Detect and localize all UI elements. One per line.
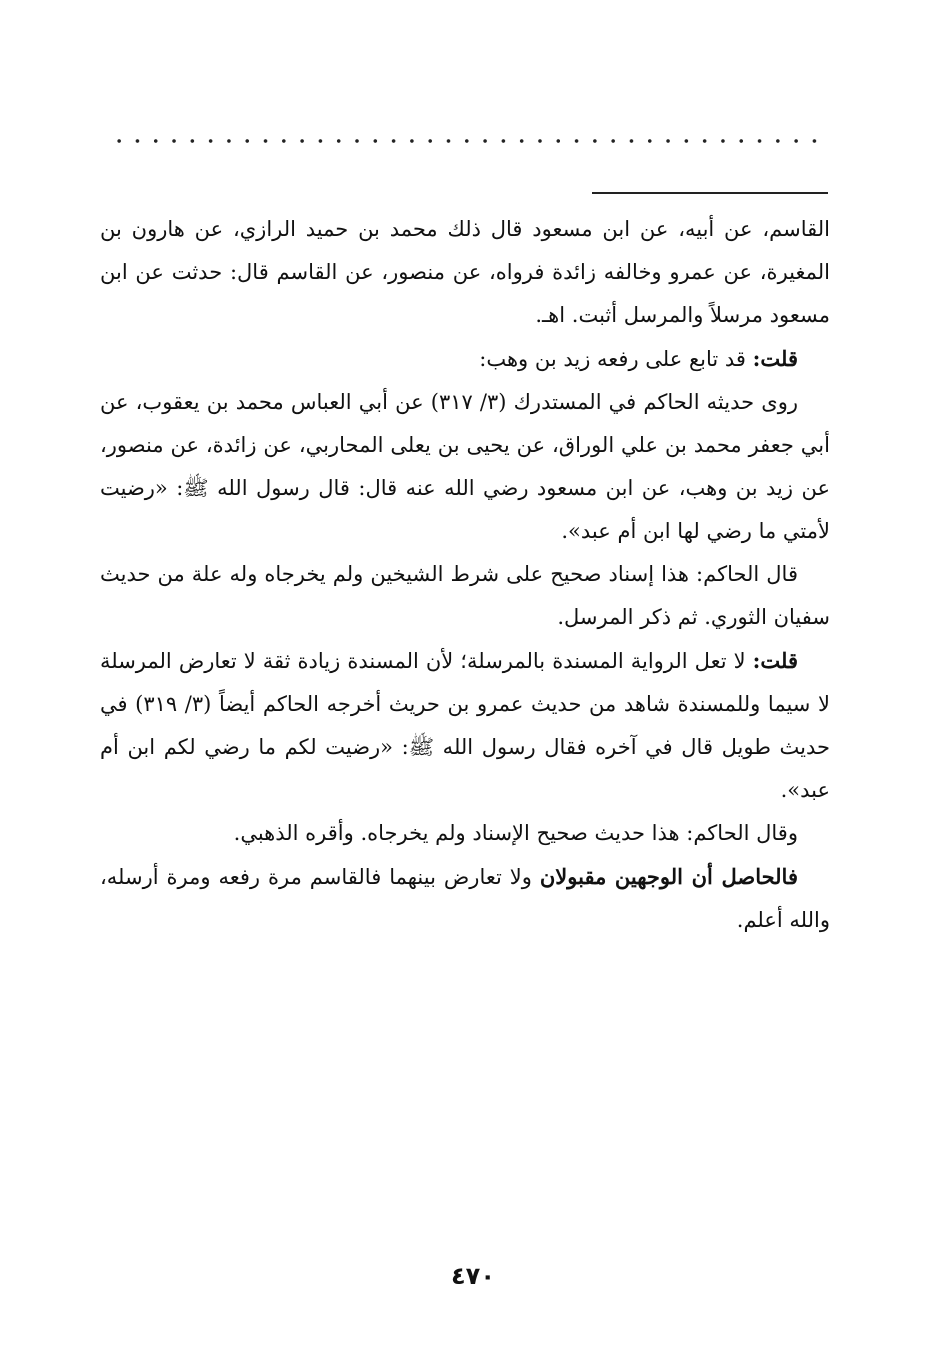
paragraph-lead: قلت: (752, 648, 798, 673)
dotted-separator (110, 132, 822, 150)
paragraph-3 (100, 381, 830, 553)
paragraph-text: ولا تعارض بينهما فالقاسم مرة رفعه ومرة أرسله، والله أعلم. (100, 865, 830, 932)
paragraph-text: قد تابع على رفعه زيد بن وهب: (479, 347, 753, 371)
paragraph-text: وقال الحاكم: هذا حديث صحيح الإسناد ولم يخرجاه. وأقره الذهبي. (233, 821, 798, 845)
paragraph-2 (100, 337, 830, 381)
paragraph-7 (100, 855, 830, 942)
paragraph-lead: قلت: (752, 346, 798, 371)
paragraph-6 (100, 812, 830, 855)
paragraph-text: لا تعل الرواية المسندة بالمرسلة؛ لأن المسندة زيادة ثقة لا تعارض المرسلة لا سيما وللمسندة شاهد من حديث عمرو بن حريث أخرجه الحاكم أيضاً (٣/ ٣١٩) في حديث طويل قال في آخره فقال رسول الله ﷺ: «رضيت لكم ما رضي لكم ابن أم عبد». (100, 649, 830, 802)
paragraph-text: قال الحاكم: هذا إسناد صحيح على شرط الشيخين ولم يخرجاه وله علة من حديث سفيان الثوري. ثم ذكر المرسل. (100, 562, 830, 629)
paragraph-1 (100, 208, 830, 337)
paragraph-text: القاسم، عن أبيه، عن ابن مسعود قال ذلك محمد بن حميد الرازي، عن هارون بن المغيرة، عن عمرو وخالفه زائدة فرواه، عن منصور، عن القاسم قال: حدثت عن ابن مسعود مرسلاً والمرسل أثبت. اهـ. (100, 217, 830, 327)
paragraph-4 (100, 553, 830, 639)
footnote-rule (592, 192, 828, 194)
page-body (100, 208, 830, 942)
paragraph-lead: فالحاصل أن الوجهين مقبولان (539, 864, 798, 889)
page-number: ٤٧٠ (451, 1262, 495, 1290)
paragraph-5 (100, 639, 830, 812)
paragraph-text: روى حديثه الحاكم في المستدرك (٣/ ٣١٧) عن أبي العباس محمد بن يعقوب، عن أبي جعفر محمد بن علي الوراق، عن يحيى بن يعلى المحاربي، عن زائدة، عن منصور، عن زيد بن وهب، عن ابن مسعود رضي الله عنه قال: قال رسول الله ﷺ: «رضيت لأمتي ما رضي لها ابن أم عبد». (100, 390, 830, 543)
